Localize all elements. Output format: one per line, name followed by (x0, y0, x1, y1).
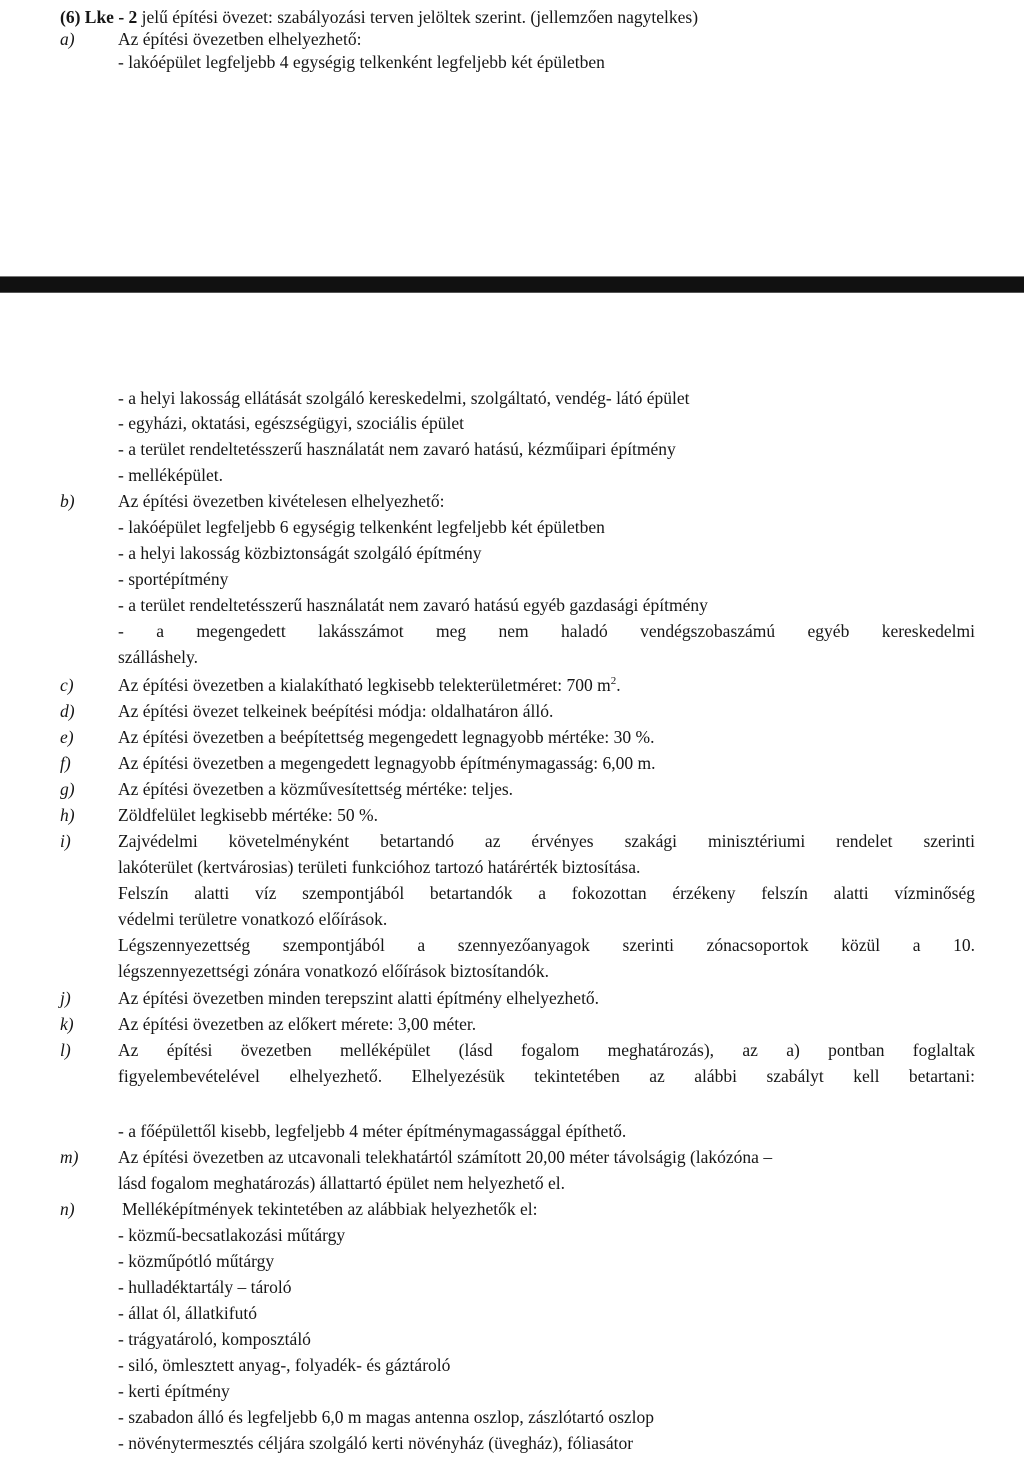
item-c-text: Az építési övezetben a kialakítható legkisebb telekterületméret: 700 m (118, 675, 611, 695)
list-item-text: - a helyi lakosság ellátását szolgáló kereskedelmi, szolgáltató, vendég- látó épület (118, 388, 690, 408)
item-b-title: Az építési övezetben kivételesen elhelyezhető: (118, 491, 445, 511)
item-text: figyelembevételével elhelyezhető. Elhelyezésük tekintetében az alábbi szabályt kell betartani: (118, 1066, 975, 1086)
list-item-text: - közműpótló műtárgy (118, 1251, 275, 1271)
item-label: j) (60, 988, 71, 1008)
item-label: f) (60, 753, 71, 773)
item-text (118, 674, 621, 696)
list-item-text: szálláshely. (118, 647, 199, 667)
list-item-text: - kerti építmény (118, 1381, 230, 1401)
item-text: Zöldfelület legkisebb mértéke: 50 %. (118, 805, 378, 825)
list-item-text: - siló, ömlesztett anyag-, folyadék- és gáztároló (118, 1355, 451, 1375)
item-label: n) (60, 1199, 75, 1219)
item-c-tail: . (616, 675, 621, 695)
scan-separator-bar (0, 276, 1024, 293)
item-label: i) (60, 831, 71, 851)
section-heading (60, 6, 698, 28)
item-label: a) (60, 29, 75, 49)
item-label: b) (60, 491, 75, 511)
list-item-text: - melléképület. (118, 465, 223, 485)
item-text: légszennyezettségi zónára vonatkozó előírások biztosítandók. (118, 961, 550, 981)
list-item-text: - hulladéktartály – tároló (118, 1277, 292, 1297)
item-text: Felszín alatti víz szempontjából betartandók a fokozottan érzékeny felszín alatti vízminőség (118, 883, 975, 903)
item-text: Az építési övezetben a közművesítettség mértéke: teljes. (118, 779, 514, 799)
item-text: lakóterület (kertvárosias) területi funkcióhoz tartozó határérték biztosítása. (118, 857, 641, 877)
heading-number: (6) (60, 7, 81, 27)
superscript: 2 (610, 675, 617, 688)
item-text: Légszennyezettség szempontjából a szennyezőanyagok szerinti zónacsoportok közül a 10. (118, 935, 975, 955)
zone-code: Lke - 2 (84, 7, 138, 27)
item-text: lásd fogalom meghatározás) állattartó épület nem helyezhető el. (118, 1173, 566, 1193)
list-item-text: - a terület rendeltetésszerű használatát nem zavaró hatású egyéb gazdasági építmény (118, 595, 708, 615)
item-text: Zajvédelmi követelményként betartandó az érvényes szakági minisztériumi rendelet szerinti (118, 831, 975, 851)
item-text: Az építési övezetben minden terepszint alatti építmény elhelyezhető. (118, 988, 600, 1008)
list-item-text: - növénytermesztés céljára szolgáló kerti növényház (üvegház), fóliasátor (118, 1433, 634, 1453)
item-text: Az építési övezetben az előkert mérete: 3,00 méter. (118, 1014, 477, 1034)
item-label: g) (60, 779, 75, 799)
list-item-text: - trágyatároló, komposztáló (118, 1329, 311, 1349)
item-text: Az építési övezet telkeinek beépítési módja: oldalhatáron álló. (118, 701, 554, 721)
item-label: e) (60, 727, 74, 747)
list-item-text: - a helyi lakosság közbiztonságát szolgáló építmény (118, 543, 482, 563)
item-text: Az építési övezetben a megengedett legnagyobb építménymagasság: 6,00 m. (118, 753, 656, 773)
item-text: Az építési övezetben a beépítettség megengedett legnagyobb mértéke: 30 %. (118, 727, 655, 747)
heading-text: jelű építési övezet: szabályozási terven jelöltek szerint. (jellemzően nagytelkes) (137, 7, 699, 27)
list-item-text: - egyházi, oktatási, egészségügyi, szociális épület (118, 413, 464, 433)
item-label: c) (60, 675, 74, 695)
item-text: - a főépülettől kisebb, legfeljebb 4 méter építménymagassággal építhető. (118, 1121, 627, 1141)
item-text: védelmi területre vonatkozó előírások. (118, 909, 388, 929)
item-label: h) (60, 805, 75, 825)
list-item-text: - sportépítmény (118, 569, 229, 589)
item-n-title: Melléképítmények tekintetében az alábbiak helyezhetők el: (122, 1199, 538, 1219)
list-item-text: - a terület rendeltetésszerű használatát nem zavaró hatású, kézműipari építmény (118, 439, 676, 459)
item-text: Az építési övezetben melléképület (lásd fogalom meghatározás), az a) pontban foglaltak (118, 1040, 975, 1060)
list-item-text: - a megengedett lakásszámot meg nem haladó vendégszobaszámú egyéb kereskedelmi (118, 621, 975, 641)
list-item-text: - lakóépület legfeljebb 4 egységig telkenként legfeljebb két épületben (118, 52, 605, 72)
list-item-text: - lakóépület legfeljebb 6 egységig telkenként legfeljebb két épületben (118, 517, 605, 537)
list-item-text: - szabadon álló és legfeljebb 6,0 m magas antenna oszlop, zászlótartó oszlop (118, 1407, 655, 1427)
item-a-title: Az építési övezetben elhelyezhető: (118, 29, 362, 49)
item-label: d) (60, 701, 75, 721)
list-item-text: - állat ól, állatkifutó (118, 1303, 257, 1323)
item-label: m) (60, 1147, 79, 1167)
item-text: Az építési övezetben az utcavonali telekhatártól számított 20,00 méter távolságig (lakózóna – (118, 1147, 773, 1167)
item-label: k) (60, 1014, 74, 1034)
list-item-text: - közmű-becsatlakozási műtárgy (118, 1225, 346, 1245)
item-label: l) (60, 1040, 71, 1060)
